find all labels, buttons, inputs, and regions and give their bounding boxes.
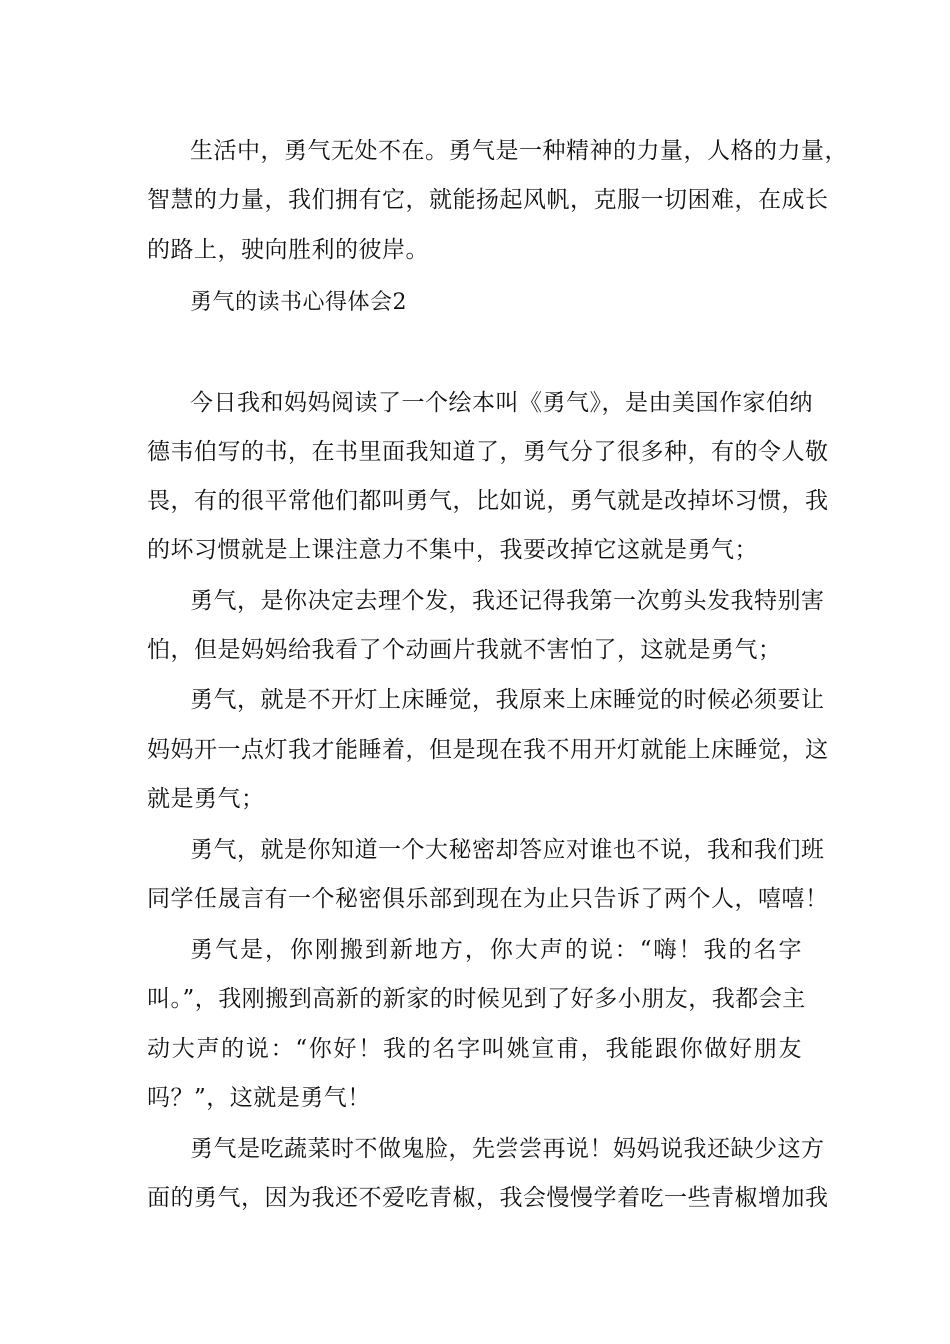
section-heading: 勇气的读书心得体会2 xyxy=(190,290,407,315)
paragraph-7-line-2: 面的勇气，因为我还不爱吃青椒，我会慢慢学着吃一些青椒增加我 xyxy=(147,1185,829,1211)
paragraph-2-line-2: 德韦伯写的书，在书里面我知道了，勇气分了很多种，有的令人敬 xyxy=(147,439,829,465)
paragraph-1-line-2: 智慧的力量，我们拥有它，就能扬起风帆，克服一切困难，在成长 xyxy=(147,187,829,213)
paragraph-1-line-3: 的路上，驶向胜利的彼岸。 xyxy=(147,237,429,263)
paragraph-6-line-3: 动大声的说：“你好！我的名字叫姚宣甫，我能跟你做好朋友 xyxy=(147,1036,802,1062)
paragraph-4-line-1: 勇气，就是不开灯上床睡觉，我原来上床睡觉的时候必须要让 xyxy=(190,687,825,713)
paragraph-6-line-4: 吗？”，这就是勇气！ xyxy=(147,1085,371,1111)
paragraph-2-line-3: 畏，有的很平常他们都叫勇气，比如说，勇气就是改掉坏习惯，我 xyxy=(147,488,829,514)
paragraph-4-line-3: 就是勇气； xyxy=(147,786,265,812)
paragraph-1-line-1: 生活中，勇气无处不在。勇气是一种精神的力量，人格的力量， xyxy=(190,138,848,164)
paragraph-4-line-2: 妈妈开一点灯我才能睡着，但是现在我不用开灯就能上床睡觉，这 xyxy=(147,737,829,763)
paragraph-3-line-1: 勇气，是你决定去理个发，我还记得我第一次剪头发我特别害 xyxy=(190,588,825,614)
paragraph-6-line-1: 勇气是，你刚搬到新地方，你大声的说：“嗨！我的名字 xyxy=(190,937,802,963)
paragraph-2-line-1: 今日我和妈妈阅读了一个绘本叫《勇气》，是由美国作家伯纳 xyxy=(190,390,813,416)
paragraph-3-line-2: 怕，但是妈妈给我看了个动画片我就不害怕了，这就是勇气； xyxy=(147,637,782,663)
paragraph-2-line-4: 的坏习惯就是上课注意力不集中，我要改掉它这就是勇气； xyxy=(147,537,758,563)
paragraph-5-line-1: 勇气，就是你知道一个大秘密却答应对谁也不说，我和我们班 xyxy=(190,837,825,863)
paragraph-5-line-2: 同学任晟言有一个秘密俱乐部到现在为止只告诉了两个人，嘻嘻！ xyxy=(147,886,829,912)
paragraph-7-line-1: 勇气是吃蔬菜时不做鬼脸，先尝尝再说！妈妈说我还缺少这方 xyxy=(190,1136,825,1162)
paragraph-6-line-2: 叫。”，我刚搬到高新的新家的时候见到了好多小朋友，我都会主 xyxy=(147,986,806,1012)
